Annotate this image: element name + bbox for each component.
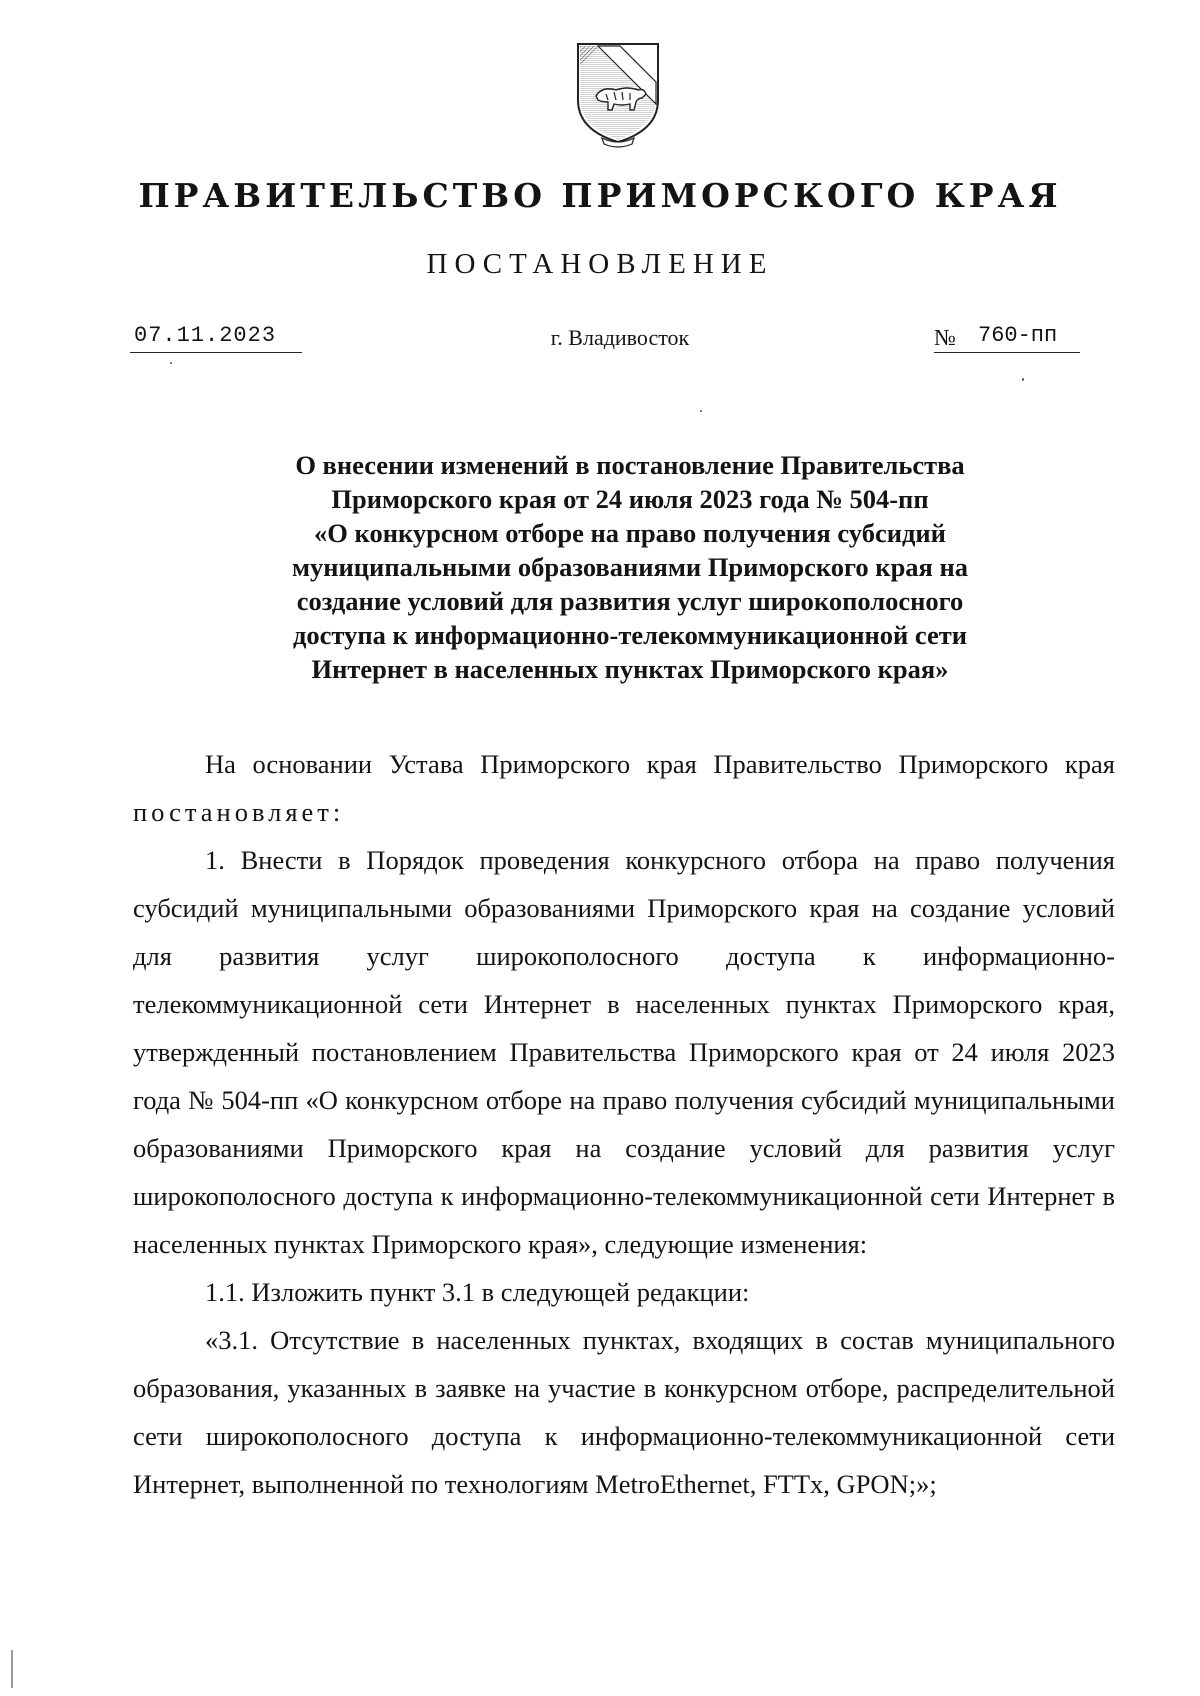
document-heading <box>0 448 1200 686</box>
body-paragraph: «3.1. Отсутствие в населенных пунктах, входящих в состав муниципального образования, указанных в заявке на участие в конкурсном отборе, распределительной сети широкополосного доступа к информационно-телекоммуникационной сети Интернет, выполненной по технологиям MetroEthernet, FTTx, GPON;»; <box>133 1325 1115 1499</box>
government-title: ПРАВИТЕЛЬСТВО ПРИМОРСКОГО КРАЯ <box>138 176 1062 215</box>
document-number-field <box>934 322 1080 353</box>
coat-of-arms-icon <box>572 38 664 150</box>
scan-speck <box>1022 378 1024 381</box>
scan-speck <box>700 410 702 412</box>
body-paragraph <box>133 740 1115 836</box>
body-paragraph: 1.1. Изложить пункт 3.1 в следующей редакции: <box>205 1277 750 1307</box>
document-number: 760-пп <box>978 323 1058 348</box>
document-city: г. Владивосток <box>550 325 690 350</box>
document-type: ПОСТАНОВЛЕНИЕ <box>426 248 774 280</box>
heading-line: Приморского края от 24 июля 2023 года № 504-пп <box>331 484 929 514</box>
heading-line: Интернет в населенных пунктах Приморского края» <box>311 654 949 684</box>
document-body <box>133 740 1115 1508</box>
scan-edge-mark <box>11 1650 13 1688</box>
resolves-word: постановляет: <box>133 797 345 827</box>
heading-line: О внесении изменений в постановление Правительства <box>295 450 965 480</box>
body-paragraph-text: На основании Устава Приморского края Правительство Приморского края <box>205 749 1115 779</box>
scan-speck <box>170 362 172 364</box>
heading-line: доступа к информационно-телекоммуникационной сети <box>292 620 968 650</box>
heading-line: муниципальными образованиями Приморского края на <box>291 552 969 582</box>
heading-line: «О конкурсном отборе на право получения субсидий <box>314 518 946 548</box>
heading-line: создание условий для развития услуг широкополосного <box>296 586 964 616</box>
document-date: 07.11.2023 <box>134 323 277 348</box>
body-paragraph: 1. Внести в Порядок проведения конкурсного отбора на право получения субсидий муниципальными образованиями Приморского края на создание условий для развития услуг широкополосного доступа к информационно-телекоммуникационной сети Интернет в населенных пунктах Приморского края, утвержденный постановлением Правительства Приморского края от 24 июля 2023 года № 504-пп «О конкурсном отборе на право получения субсидий муниципальными образованиями Приморского края на создание условий для развития услуг широкополосного доступа к информационно-телекоммуникационной сети Интернет в населенных пунктах Приморского края», следующие изменения: <box>133 845 1115 1259</box>
number-sign: № <box>934 325 956 350</box>
